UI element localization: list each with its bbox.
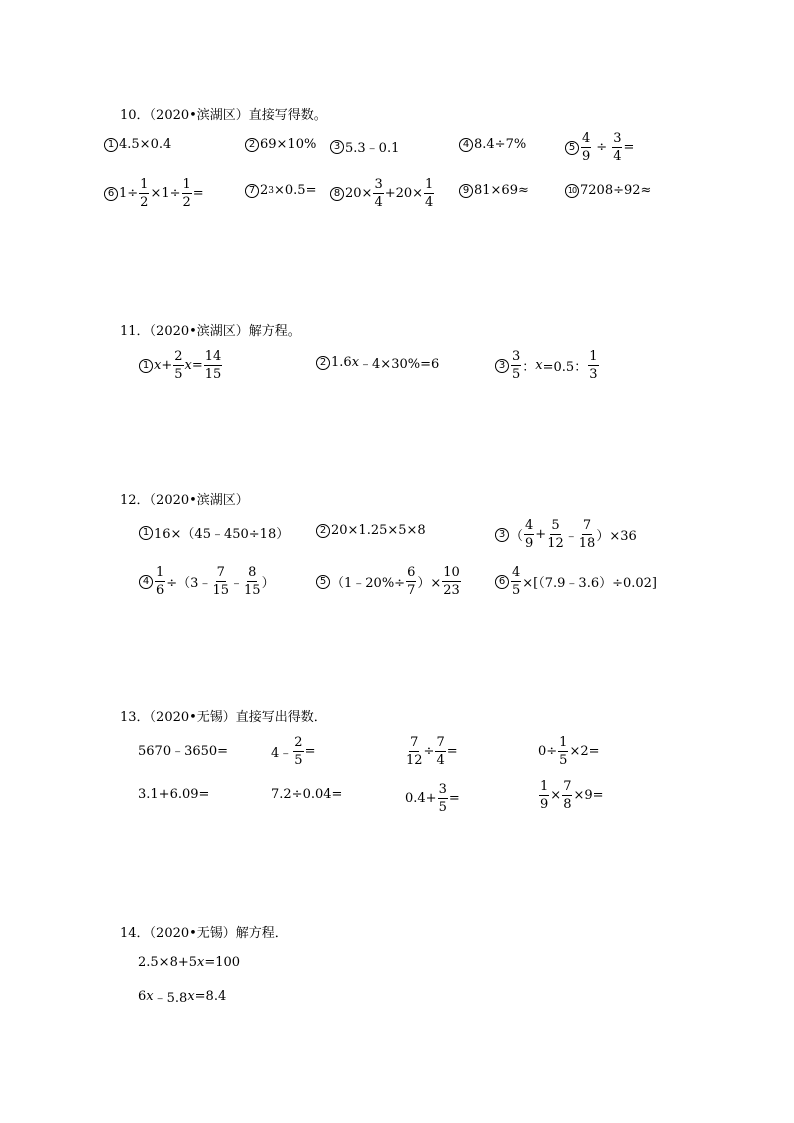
fraction: $\frac{8}{15}$ [244,565,261,598]
fraction: $\frac{1}{4}$ [425,177,434,210]
fraction: $\frac{7}{12}$ [406,735,423,768]
q12-title: 12．（2020•滨湖区） [120,493,249,508]
q13-item-1 [138,740,228,759]
circled-number: 2 [316,356,330,370]
expression: 16×（45﹣450÷18） [154,527,290,542]
expression: 5670﹣3650= [138,744,229,759]
fraction: $\frac{3}{4}$ [613,131,622,164]
expression: 7208÷92≈ [580,183,652,198]
circled-number: 4 [139,575,153,589]
q11-title: 11．（2020•滨湖区）解方程。 [120,324,301,339]
q13-item-6 [271,787,342,802]
circled-number: 7 [245,184,259,198]
fraction: $\frac{3}{5}$ [438,782,447,815]
circled-number: 1 [104,138,118,152]
q13-item-7: 0.4+ $\frac{3}{5}$ = [405,782,460,815]
circled-number: 3 [495,528,509,542]
q11-item-1: 1 x + $\frac{2}{5}$ x = $\frac{14}{15}$ [139,350,223,381]
q13-item-5 [138,787,209,802]
circled-number: 5 [565,141,579,155]
q12-item-4: 4 $\frac{1}{6}$ ÷（3﹣ $\frac{7}{15}$ ﹣ $\frac{8}{15}$ ） [139,566,275,597]
circled-number: 3 [495,359,509,373]
exponent: 3 [268,185,275,196]
expression: 81×69≈ [474,183,529,198]
q10-item-8: 8 20× $\frac{3}{4}$ +20× $\frac{1}{4}$ [330,178,435,209]
circled-number: 10 [565,184,579,198]
expression: 3.1+6.09= [138,787,210,802]
expression: 69×10% [260,137,317,152]
fraction: $\frac{1}{2}$ [140,177,149,210]
circled-number: 8 [330,187,344,201]
fraction: $\frac{1}{6}$ [156,565,165,598]
q10-item-10 [565,183,651,198]
circled-number: 1 [139,359,153,373]
circled-number: 5 [316,575,330,589]
circled-number: 2 [316,524,330,538]
q13-item-4: 0÷ $\frac{1}{5}$ ×2= [538,735,600,768]
fraction: $\frac{7}{8}$ [563,779,572,812]
circled-number: 6 [495,575,509,589]
q11-item-3: 3 $\frac{3}{5}$ ： x =0.5： $\frac{1}{3}$ [495,350,600,381]
fraction: $\frac{6}{7}$ [407,565,416,598]
q10-item-2 [245,137,316,152]
q13-item-2: 4﹣ $\frac{2}{5}$ = [271,735,316,768]
q14-equation-2: 6 x ﹣5.8 x =8.4 [138,989,227,1006]
circled-number: 1 [139,526,153,540]
q12-item-6: 6 $\frac{4}{5}$ ×[（7.9﹣3.6）÷0.02] [495,566,657,597]
q13-item-3: $\frac{7}{12}$ ÷ $\frac{7}{4}$ = [406,735,458,768]
fraction: $\frac{5}{12}$ [547,518,564,551]
fraction: $\frac{1}{3}$ [589,349,598,382]
fraction: $\frac{10}{23}$ [443,565,460,598]
fraction: $\frac{4}{9}$ [582,131,591,164]
fraction: $\frac{1}{2}$ [182,177,191,210]
circled-number: 3 [330,140,344,154]
q10-item-9 [459,183,529,198]
expression: 20×1.25×5×8 [331,523,426,538]
expression: 7.2÷0.04= [271,787,343,802]
q13-item-8: $\frac{1}{9}$ × $\frac{7}{8}$ ×9= [540,779,604,812]
circled-number: 4 [459,138,473,152]
fraction: $\frac{4}{5}$ [512,565,521,598]
fraction: $\frac{3}{5}$ [512,349,521,382]
q11-item-2: 2 1.6 x ﹣4×30%=6 [316,353,439,372]
q14-title: 14．（2020•无锡）解方程． [120,926,288,941]
fraction: $\frac{7}{4}$ [436,735,445,768]
fraction: $\frac{2}{5}$ [294,735,303,768]
q10-item-6: 6 1÷ $\frac{1}{2}$ ×1÷ $\frac{1}{2}$ = [104,178,204,209]
q14-equation-1: 2.5×8+5 x =100 [138,955,241,970]
q10-item-7: 7 2 3 ×0.5= [245,183,316,198]
q12-item-3: 3 （ $\frac{4}{9}$ + $\frac{5}{12}$ ﹣ $\frac{7}{18}$ ）×36 [495,519,637,550]
circled-number: 6 [104,187,118,201]
expression: 5.3﹣0.1 [345,141,400,156]
q10-item-3 [330,137,399,156]
fraction: $\frac{4}{9}$ [525,518,534,551]
q10-item-5: 5 $\frac{4}{9}$ ÷ $\frac{3}{4}$ = [565,132,634,163]
q12-item-5: 5 （1﹣20%÷ $\frac{6}{7}$ ）× $\frac{10}{23}$ [316,566,462,597]
fraction: $\frac{7}{18}$ [578,518,596,551]
q10-item-1 [104,137,171,152]
q10-title: 10．（2020•滨湖区）直接写得数。 [120,108,327,123]
q10-item-4 [459,137,526,152]
expression: 4.5×0.4 [119,137,172,152]
q12-item-2 [316,523,426,538]
fraction: $\frac{3}{4}$ [374,177,383,210]
fraction: $\frac{1}{5}$ [559,735,568,768]
fraction: $\frac{7}{15}$ [212,565,229,598]
circled-number: 9 [459,184,473,198]
fraction: $\frac{2}{5}$ [174,349,183,382]
q12-item-1 [139,523,289,542]
fraction: $\frac{14}{15}$ [204,349,222,382]
q13-title: 13．（2020•无锡）直接写出得数． [120,710,327,725]
circled-number: 2 [245,138,259,152]
fraction: $\frac{1}{9}$ [540,779,549,812]
expression: 8.4÷7% [474,137,527,152]
